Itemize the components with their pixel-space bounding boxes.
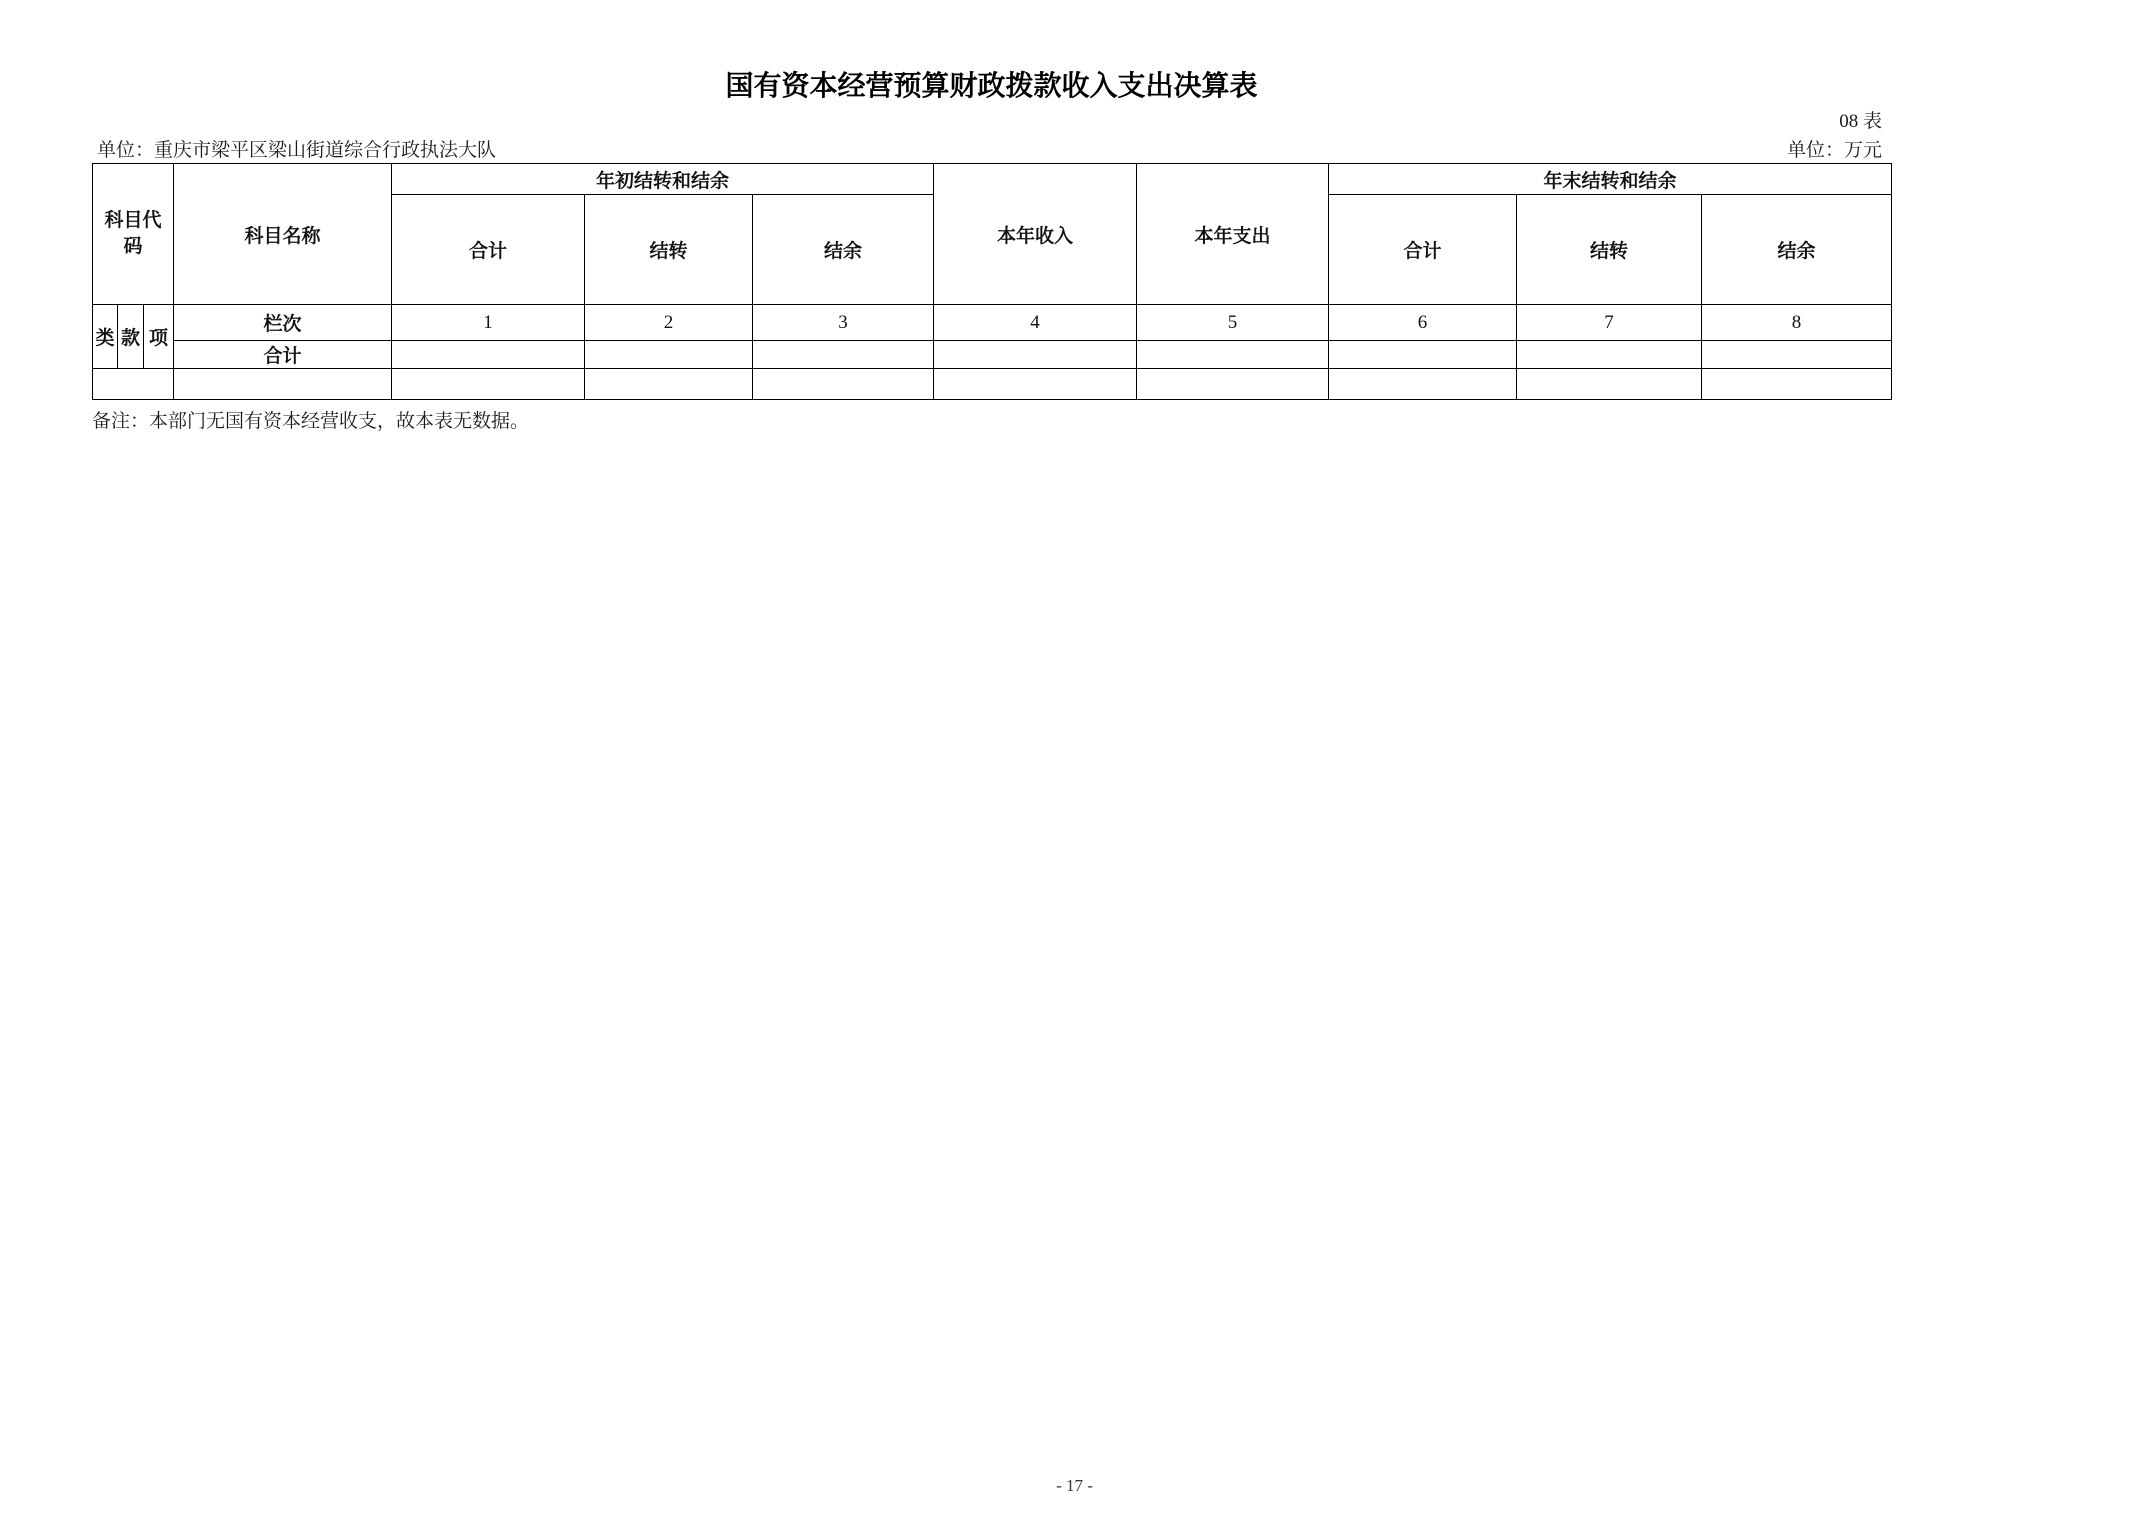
empty-cell-6	[1329, 369, 1517, 400]
page-number: - 17 -	[1056, 1476, 1093, 1495]
total-cell-8	[1702, 341, 1892, 369]
empty-code-cell	[93, 369, 174, 400]
header-begin-balance: 结余	[753, 195, 934, 305]
header-begin-total: 合计	[392, 195, 585, 305]
subcol-section: 款	[118, 305, 144, 369]
empty-cell-8	[1702, 369, 1892, 400]
subcol-item: 项	[144, 305, 174, 369]
unit-name-label: 单位：重庆市梁平区梁山街道综合行政执法大队	[97, 140, 497, 161]
empty-data-row	[93, 369, 1892, 400]
accounts-table	[92, 163, 1892, 400]
total-cell-7	[1517, 341, 1702, 369]
column-index-row	[93, 305, 1892, 341]
total-cell-6	[1329, 341, 1517, 369]
empty-cell-3	[753, 369, 934, 400]
column-number-3: 3	[753, 305, 934, 341]
header-end-total: 合计	[1329, 195, 1517, 305]
header-end-carryover: 结转	[1517, 195, 1702, 305]
total-cell-5	[1137, 341, 1329, 369]
header-current-year-expenditure: 本年支出	[1137, 164, 1329, 305]
empty-cell-5	[1137, 369, 1329, 400]
note-text: 备注：本部门无国有资本经营收支，故本表无数据。	[92, 411, 530, 432]
column-number-7: 7	[1517, 305, 1702, 341]
header-current-year-income: 本年收入	[934, 164, 1137, 305]
column-number-2: 2	[585, 305, 753, 341]
total-cell-3	[753, 341, 934, 369]
table-number-label: 08 表	[1839, 111, 1882, 132]
column-number-8: 8	[1702, 305, 1892, 341]
column-number-1: 1	[392, 305, 585, 341]
header-subject-code	[93, 164, 174, 305]
subcol-category: 类	[93, 305, 118, 369]
header-begin-carryover: 结转	[585, 195, 753, 305]
total-cell-4	[934, 341, 1137, 369]
total-cell-1	[392, 341, 585, 369]
column-number-4: 4	[934, 305, 1137, 341]
total-row-label: 合计	[174, 341, 392, 369]
header-row-groups	[93, 164, 1892, 195]
header-year-end-group: 年末结转和结余	[1329, 164, 1892, 195]
header-subject-code-label: 科目代码	[104, 210, 162, 257]
header-end-balance: 结余	[1702, 195, 1892, 305]
unit-row	[92, 135, 1891, 162]
empty-cell-1	[392, 369, 585, 400]
empty-cell-2	[585, 369, 753, 400]
total-row	[93, 341, 1892, 369]
column-number-6: 6	[1329, 305, 1517, 341]
unit-currency-label: 单位：万元	[1786, 140, 1882, 161]
header-year-begin-group: 年初结转和结余	[392, 164, 934, 195]
column-number-5: 5	[1137, 305, 1329, 341]
page-content	[92, 0, 1891, 1520]
total-cell-2	[585, 341, 753, 369]
header-subject-name: 科目名称	[174, 164, 392, 305]
row-index-label: 栏次	[174, 305, 392, 341]
empty-name-cell	[174, 369, 392, 400]
page-title: 国有资本经营预算财政拨款收入支出决算表	[725, 71, 1258, 102]
empty-cell-7	[1517, 369, 1702, 400]
empty-cell-4	[934, 369, 1137, 400]
